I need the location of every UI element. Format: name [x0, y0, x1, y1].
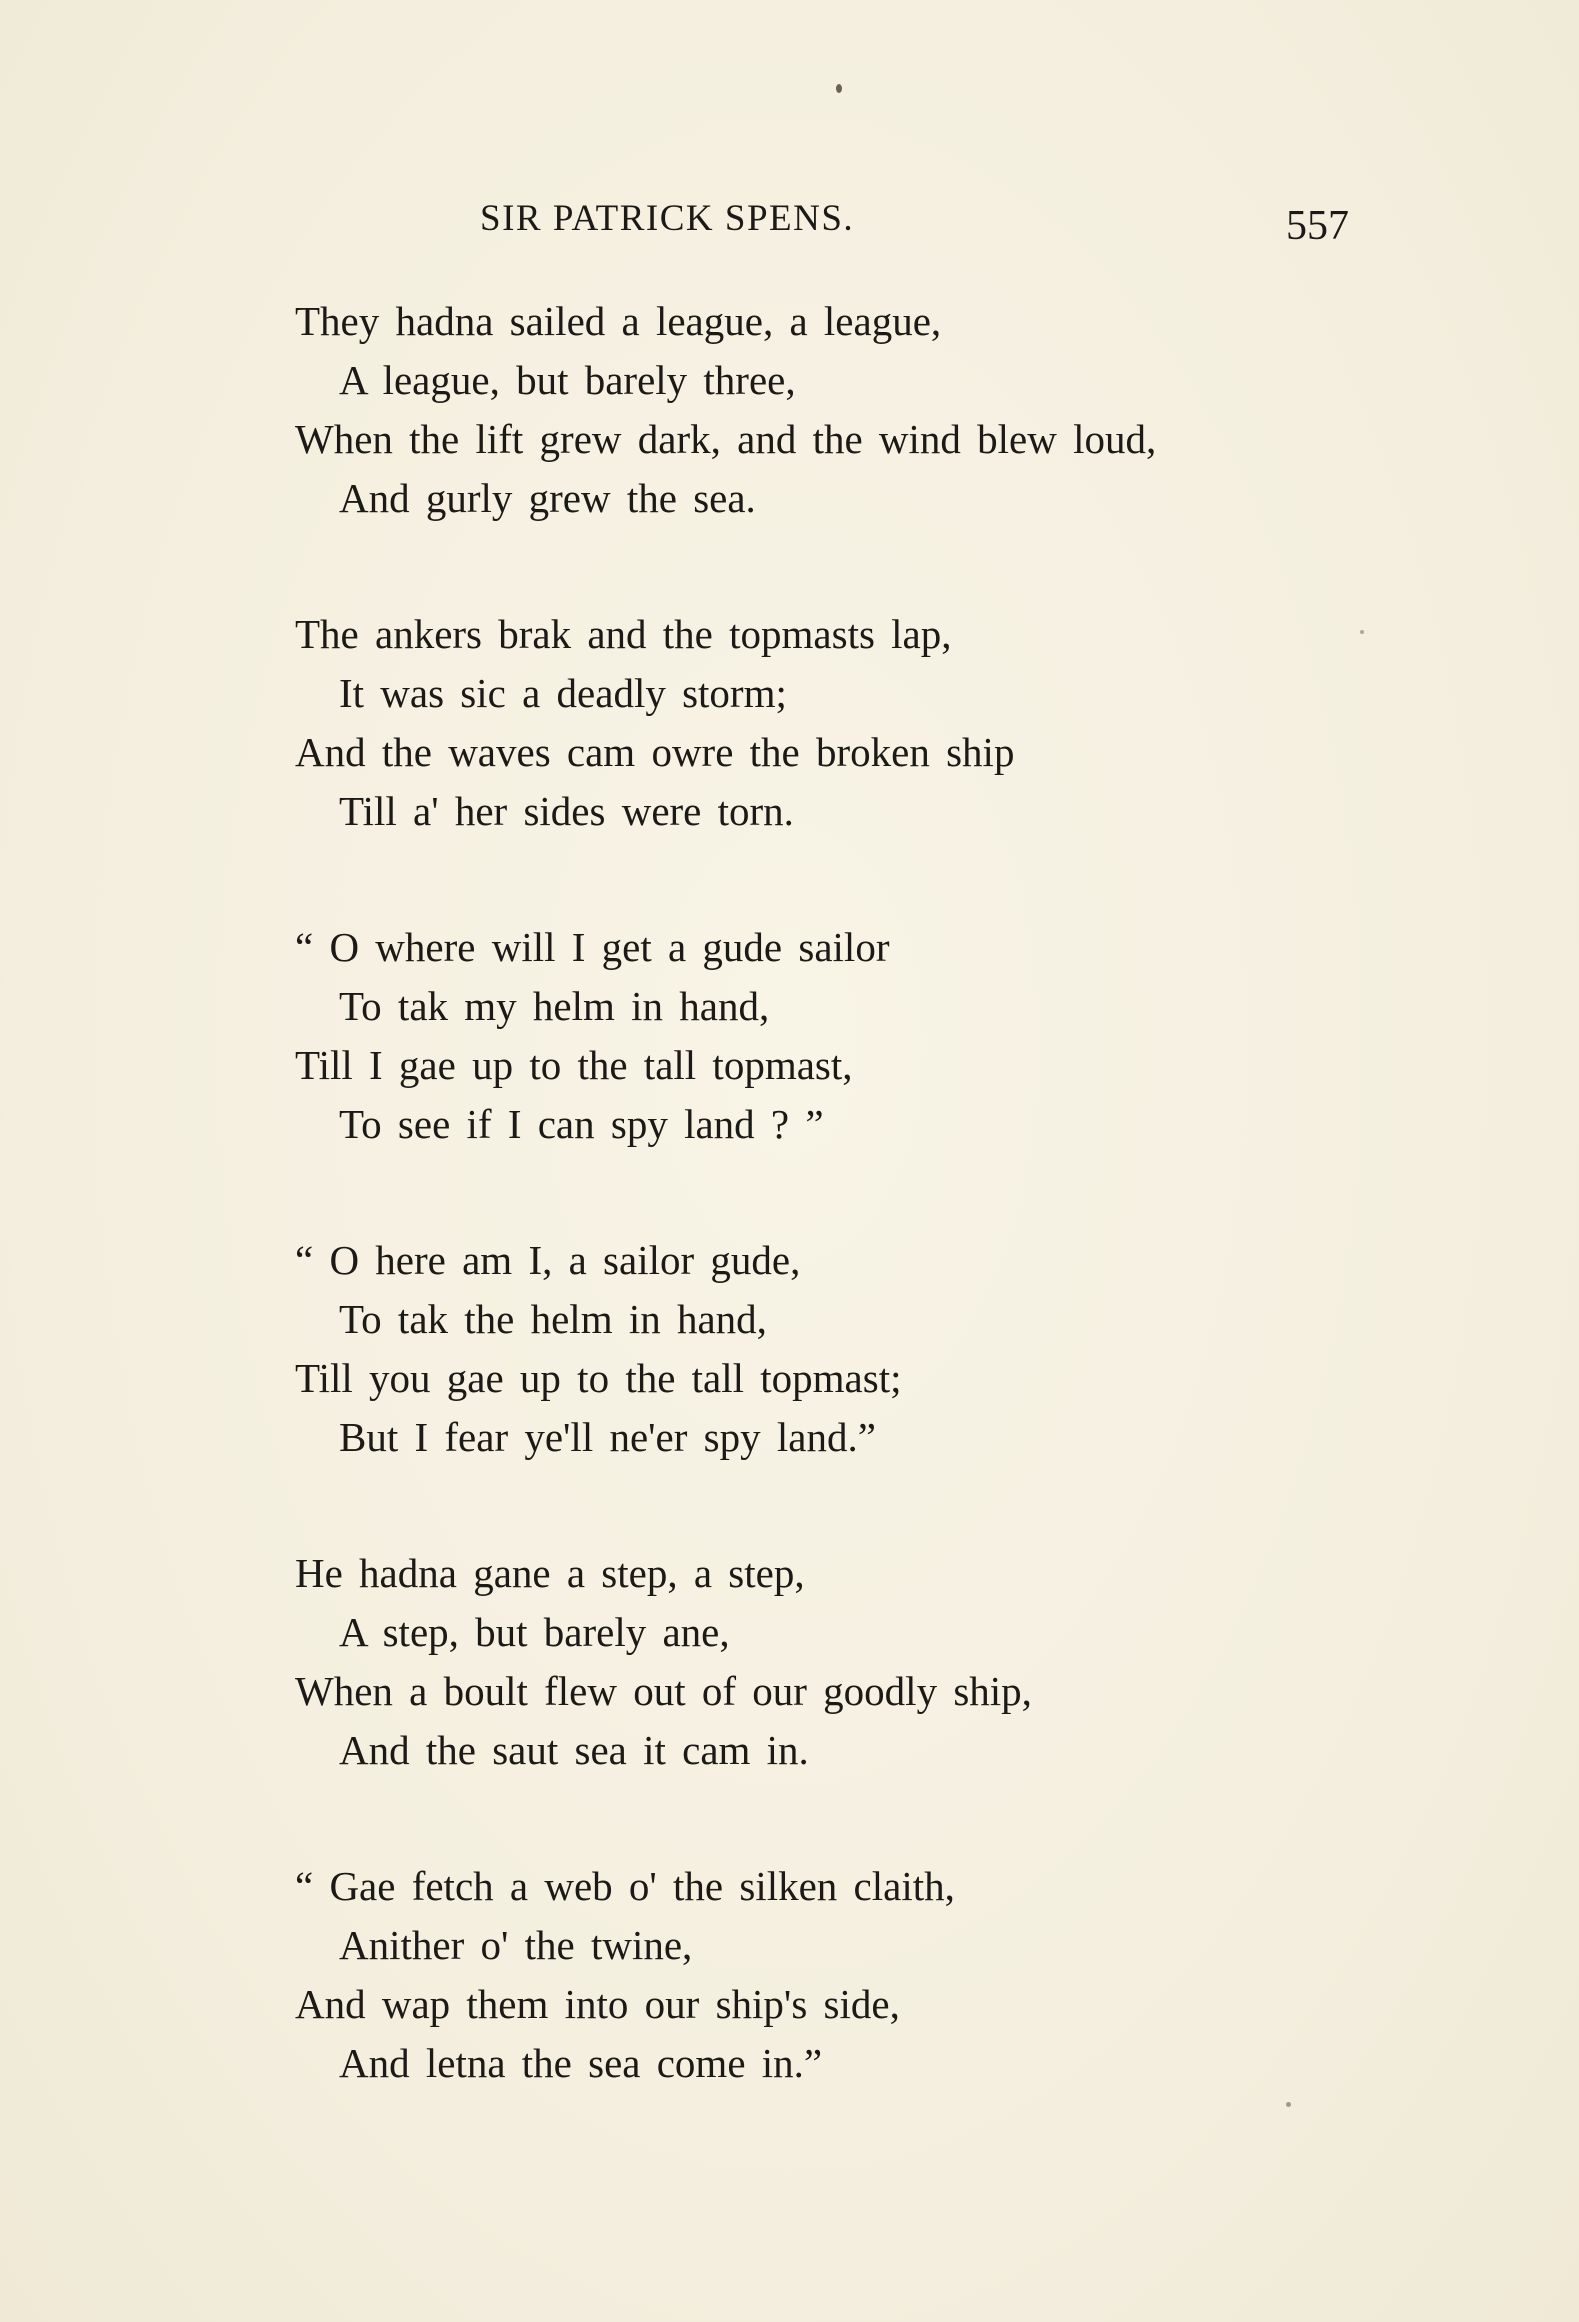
verse-line: A league, but barely three, [339, 357, 796, 403]
verse-line: To tak my helm in hand, [339, 983, 770, 1029]
verse-line: Till I gae up to the tall topmast, [295, 1042, 853, 1088]
verse-line: And letna the sea come in.” [339, 2040, 823, 2086]
verse-line: Till you gae up to the tall topmast; [295, 1355, 902, 1401]
verse-line: To see if I can spy land ? ” [339, 1101, 824, 1147]
verse-line: And the saut sea it cam in. [339, 1727, 809, 1773]
verse-line: He hadna gane a step, a step, [295, 1550, 805, 1596]
verse-line: When a boult flew out of our goodly ship, [295, 1668, 1032, 1714]
stanza-2 [295, 605, 1395, 841]
stanza-1 [295, 292, 1395, 528]
verse-line: A step, but barely ane, [339, 1609, 730, 1655]
stanza-6 [295, 1857, 1395, 2093]
running-title: SIR PATRICK SPENS. [480, 198, 855, 239]
verse-line: Anither o' the twine, [339, 1922, 693, 1968]
verse-line: And the waves cam owre the broken ship [295, 729, 1015, 775]
stanza-5 [295, 1544, 1395, 1780]
stanza-4 [295, 1231, 1395, 1467]
verse-line: “ O here am I, a sailor gude, [295, 1237, 801, 1283]
verse-line: To tak the helm in hand, [339, 1296, 767, 1342]
ink-speck [836, 84, 842, 93]
verse-line: The ankers brak and the topmasts lap, [295, 611, 952, 657]
poem-body [295, 292, 1395, 2170]
verse-line: “ O where will I get a gude sailor [295, 924, 890, 970]
stanza-3 [295, 918, 1395, 1154]
verse-line: And gurly grew the sea. [339, 475, 756, 521]
verse-line: And wap them into our ship's side, [295, 1981, 900, 2027]
verse-line: It was sic a deadly storm; [339, 670, 787, 716]
page-number: 557 [1286, 203, 1349, 249]
verse-line: Till a' her sides were torn. [339, 788, 794, 834]
verse-line: “ Gae fetch a web o' the silken claith, [295, 1863, 955, 1909]
verse-line: But I fear ye'll ne'er spy land.” [339, 1414, 876, 1460]
verse-line: When the lift grew dark, and the wind blew loud, [295, 416, 1157, 462]
verse-line: They hadna sailed a league, a league, [295, 298, 942, 344]
